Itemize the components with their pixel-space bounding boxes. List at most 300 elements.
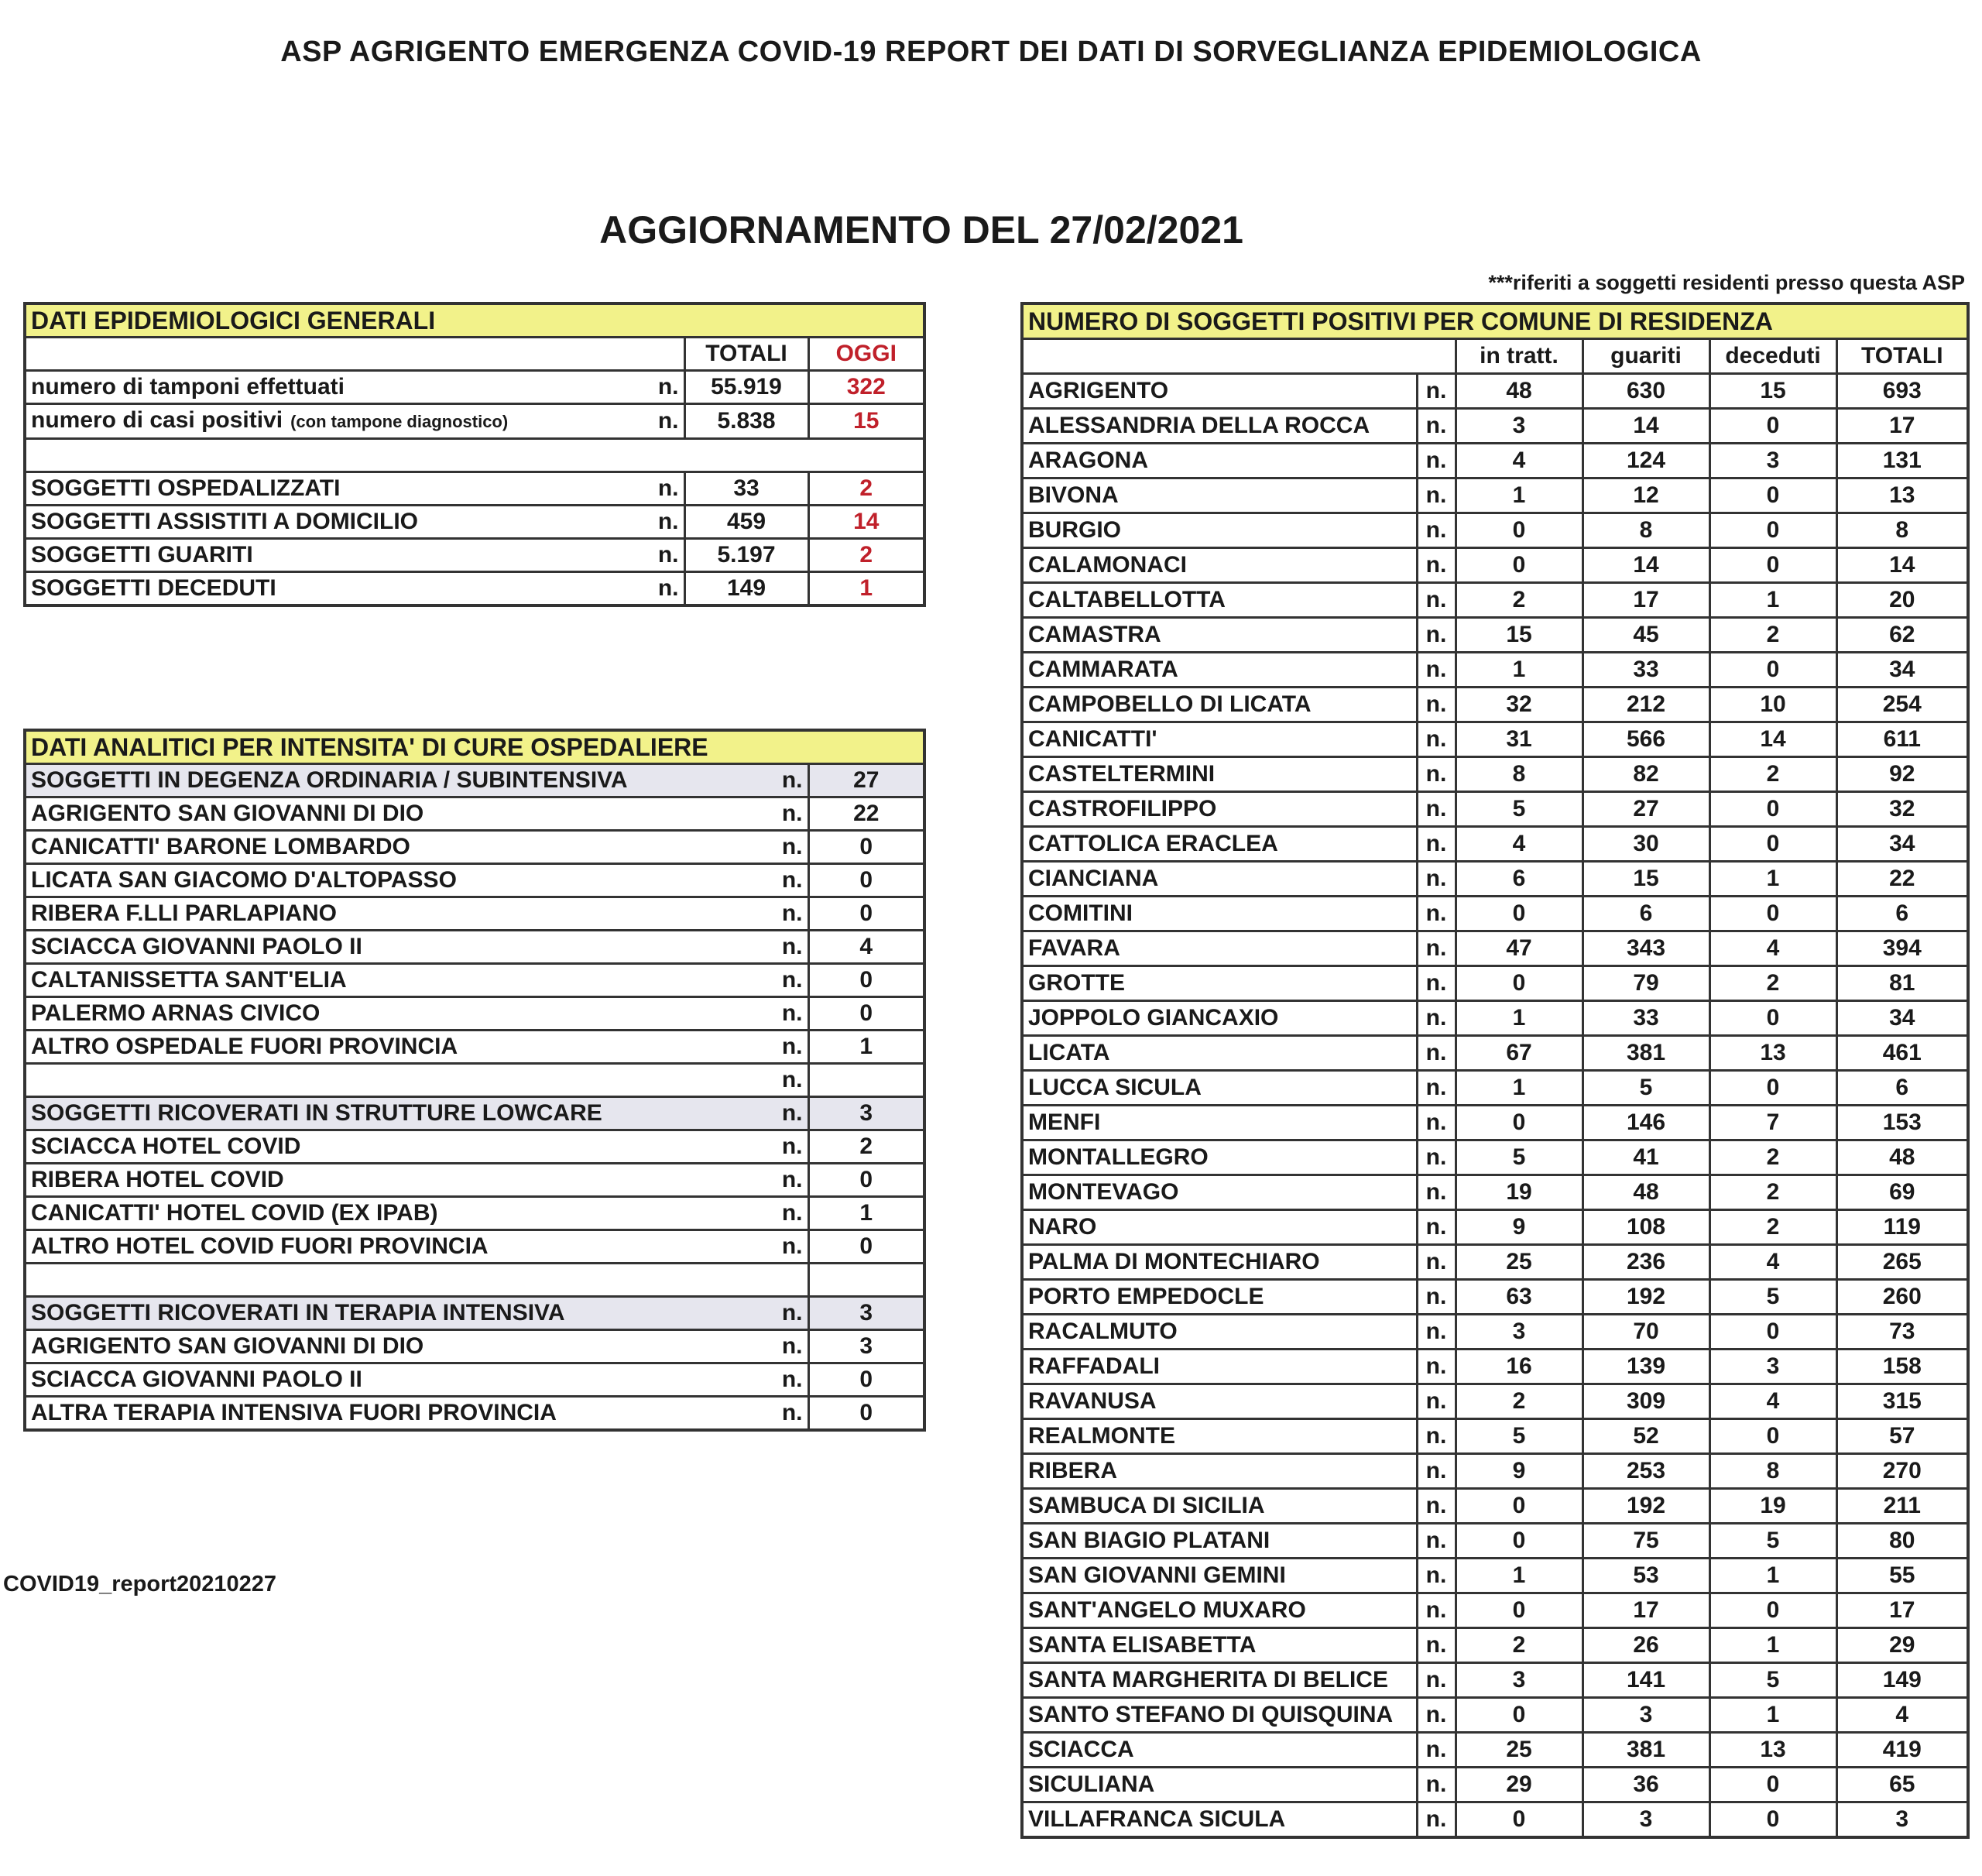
deceduti-value: 2 (1709, 1140, 1836, 1175)
comuni-table (1020, 302, 1970, 1839)
col-oggi: OGGI (808, 338, 924, 371)
unit-label: n. (1417, 1768, 1456, 1802)
comune-row (1022, 548, 1968, 583)
in-tratt-value: 32 (1456, 688, 1583, 722)
file-identifier: COVID19_report20210227 (3, 1572, 277, 1596)
in-tratt-value: 9 (1456, 1454, 1583, 1489)
guariti-value: 26 (1583, 1628, 1709, 1663)
unit-label: n. (1417, 1489, 1456, 1524)
comune-name: RAVANUSA (1022, 1384, 1417, 1419)
row-label-text: numero di casi positivi (31, 407, 283, 433)
col-guariti: guariti (1583, 339, 1709, 374)
totali-value: 158 (1836, 1350, 1968, 1384)
in-tratt-value: 29 (1456, 1768, 1583, 1802)
unit-label: n. (1417, 1698, 1456, 1733)
unit-label: n. (757, 1330, 808, 1363)
in-tratt-value: 0 (1456, 513, 1583, 548)
comune-row (1022, 897, 1968, 931)
totali-value: 92 (1836, 757, 1968, 792)
facility-label: RIBERA F.LLI PARLAPIANO (25, 897, 757, 931)
comune-row (1022, 444, 1968, 478)
unit-label: n. (1417, 1454, 1456, 1489)
unit-label: n. (1417, 1280, 1456, 1315)
deceduti-value: 0 (1709, 409, 1836, 444)
comune-row (1022, 1698, 1968, 1733)
comune-name: SICULIANA (1022, 1768, 1417, 1802)
general-row-label (25, 404, 629, 439)
facility-value: 3 (808, 1330, 924, 1363)
comune-row (1022, 1663, 1968, 1698)
hospital-item-row (25, 997, 924, 1031)
col-totali: TOTALI (1836, 339, 1968, 374)
facility-value: 2 (808, 1130, 924, 1164)
totali-value: 461 (1836, 1036, 1968, 1071)
unit-label: n. (1417, 1106, 1456, 1140)
unit-label: n. (757, 1197, 808, 1230)
guariti-value: 17 (1583, 583, 1709, 618)
comuni-title: NUMERO DI SOGGETTI POSITIVI PER COMUNE DI RESIDENZA (1022, 304, 1968, 339)
general-row-label: SOGGETTI OSPEDALIZZATI (25, 472, 629, 506)
comune-name: CALAMONACI (1022, 548, 1417, 583)
comune-name: NARO (1022, 1210, 1417, 1245)
deceduti-value: 0 (1709, 1768, 1836, 1802)
unit-label: n. (1417, 1419, 1456, 1454)
totali-value: 8 (1836, 513, 1968, 548)
comune-name: CANICATTI' (1022, 722, 1417, 757)
guariti-value: 5 (1583, 1071, 1709, 1106)
unit-label: n. (1417, 966, 1456, 1001)
hospital-item-row (25, 1330, 924, 1363)
guariti-value: 3 (1583, 1698, 1709, 1733)
unit-label: n. (1417, 897, 1456, 931)
comune-name: ALESSANDRIA DELLA ROCCA (1022, 409, 1417, 444)
comuni-columns-row (1022, 339, 1968, 374)
spacer-cell (808, 1264, 924, 1297)
group-label: SOGGETTI RICOVERATI IN TERAPIA INTENSIVA (25, 1297, 757, 1330)
oggi-value: 2 (808, 539, 924, 572)
in-tratt-value: 25 (1456, 1733, 1583, 1768)
totali-value: 22 (1836, 862, 1968, 897)
facility-value: 0 (808, 964, 924, 997)
deceduti-value: 10 (1709, 688, 1836, 722)
hospital-group-row (25, 764, 924, 797)
comune-name: SCIACCA (1022, 1733, 1417, 1768)
guariti-value: 192 (1583, 1280, 1709, 1315)
facility-value: 1 (808, 1031, 924, 1064)
comune-name: VILLAFRANCA SICULA (1022, 1802, 1417, 1838)
guariti-value: 14 (1583, 548, 1709, 583)
unit-label: n. (757, 997, 808, 1031)
col-totali: TOTALI (684, 338, 808, 371)
general-title: DATI EPIDEMIOLOGICI GENERALI (25, 304, 924, 338)
in-tratt-value: 6 (1456, 862, 1583, 897)
facility-label: ALTRO OSPEDALE FUORI PROVINCIA (25, 1031, 757, 1064)
hospital-item-row (25, 864, 924, 897)
unit-label: n. (629, 371, 684, 404)
totali-value: 34 (1836, 653, 1968, 688)
guariti-value: 30 (1583, 827, 1709, 862)
col-deceduti: deceduti (1709, 339, 1836, 374)
guariti-value: 139 (1583, 1350, 1709, 1384)
spacer-cell (25, 1264, 757, 1297)
comune-row (1022, 931, 1968, 966)
facility-label: ALTRA TERAPIA INTENSIVA FUORI PROVINCIA (25, 1397, 757, 1431)
group-value: 3 (808, 1097, 924, 1130)
totali-value: 73 (1836, 1315, 1968, 1350)
totali-value: 33 (684, 472, 808, 506)
in-tratt-value: 48 (1456, 374, 1583, 409)
unit-label: n. (757, 1397, 808, 1431)
report-title: ASP AGRIGENTO EMERGENZA COVID-19 REPORT DEI DATI DI SORVEGLIANZA EPIDEMIOLOGICA (280, 36, 1702, 68)
unit-label: n. (1417, 374, 1456, 409)
facility-label: RIBERA HOTEL COVID (25, 1164, 757, 1197)
oggi-value: 1 (808, 572, 924, 606)
guariti-value: 41 (1583, 1140, 1709, 1175)
in-tratt-value: 1 (1456, 1071, 1583, 1106)
deceduti-value: 13 (1709, 1733, 1836, 1768)
comune-name: FAVARA (1022, 931, 1417, 966)
in-tratt-value: 47 (1456, 931, 1583, 966)
unit-label: n. (1417, 1524, 1456, 1559)
comune-name: RACALMUTO (1022, 1315, 1417, 1350)
deceduti-value: 0 (1709, 653, 1836, 688)
unit-label: n. (757, 1064, 808, 1097)
row-label-text: numero di tamponi effettuati (31, 374, 345, 400)
facility-label: LICATA SAN GIACOMO D'ALTOPASSO (25, 864, 757, 897)
comune-name: CATTOLICA ERACLEA (1022, 827, 1417, 862)
totali-value: 29 (1836, 1628, 1968, 1663)
oggi-value: 14 (808, 506, 924, 539)
totali-value: 459 (684, 506, 808, 539)
unit-label (757, 1264, 808, 1297)
hospital-item-row (25, 1363, 924, 1397)
comune-name: MONTEVAGO (1022, 1175, 1417, 1210)
unit-label: n. (1417, 444, 1456, 478)
unit-label: n. (629, 539, 684, 572)
unit-label: n. (757, 831, 808, 864)
guariti-value: 630 (1583, 374, 1709, 409)
comune-row (1022, 1593, 1968, 1628)
guariti-value: 343 (1583, 931, 1709, 966)
deceduti-value: 14 (1709, 722, 1836, 757)
totali-value: 62 (1836, 618, 1968, 653)
facility-label: PALERMO ARNAS CIVICO (25, 997, 757, 1031)
in-tratt-value: 25 (1456, 1245, 1583, 1280)
hospital-item-row (25, 897, 924, 931)
comune-name: SAMBUCA DI SICILIA (1022, 1489, 1417, 1524)
totali-value: 20 (1836, 583, 1968, 618)
update-date: AGGIORNAMENTO DEL 27/02/2021 (599, 208, 1243, 252)
guariti-value: 79 (1583, 966, 1709, 1001)
hospital-item-row (25, 831, 924, 864)
comune-row (1022, 1454, 1968, 1489)
guariti-value: 146 (1583, 1106, 1709, 1140)
unit-label: n. (757, 1097, 808, 1130)
guariti-value: 124 (1583, 444, 1709, 478)
in-tratt-value: 1 (1456, 1559, 1583, 1593)
deceduti-value: 2 (1709, 1175, 1836, 1210)
comune-row (1022, 1350, 1968, 1384)
in-tratt-value: 0 (1456, 1489, 1583, 1524)
comune-row (1022, 583, 1968, 618)
general-spacer-row (25, 439, 924, 472)
facility-label: SCIACCA HOTEL COVID (25, 1130, 757, 1164)
comune-row (1022, 1245, 1968, 1280)
deceduti-value: 2 (1709, 966, 1836, 1001)
in-tratt-value: 0 (1456, 1524, 1583, 1559)
comune-name: SANTO STEFANO DI QUISQUINA (1022, 1698, 1417, 1733)
comune-name: BURGIO (1022, 513, 1417, 548)
in-tratt-value: 15 (1456, 618, 1583, 653)
deceduti-value: 0 (1709, 792, 1836, 827)
guariti-value: 14 (1583, 409, 1709, 444)
comune-row (1022, 1071, 1968, 1106)
spacer-cell (25, 1064, 757, 1097)
comune-row (1022, 1384, 1968, 1419)
deceduti-value: 0 (1709, 1419, 1836, 1454)
general-row-label: SOGGETTI GUARITI (25, 539, 629, 572)
comune-row (1022, 653, 1968, 688)
comune-row (1022, 374, 1968, 409)
guariti-value: 82 (1583, 757, 1709, 792)
deceduti-value: 2 (1709, 618, 1836, 653)
group-label: SOGGETTI IN DEGENZA ORDINARIA / SUBINTENSIVA (25, 764, 757, 797)
comune-name: RAFFADALI (1022, 1350, 1417, 1384)
unit-label: n. (757, 1130, 808, 1164)
guariti-value: 36 (1583, 1768, 1709, 1802)
hospital-item-row (25, 1230, 924, 1264)
oggi-value: 15 (808, 404, 924, 439)
comune-row (1022, 1106, 1968, 1140)
in-tratt-value: 16 (1456, 1350, 1583, 1384)
totali-value: 394 (1836, 931, 1968, 966)
guariti-value: 15 (1583, 862, 1709, 897)
oggi-value: 2 (808, 472, 924, 506)
deceduti-value: 4 (1709, 1384, 1836, 1419)
group-label: SOGGETTI RICOVERATI IN STRUTTURE LOWCARE (25, 1097, 757, 1130)
unit-label: n. (1417, 409, 1456, 444)
comune-name: CAMASTRA (1022, 618, 1417, 653)
totali-value: 69 (1836, 1175, 1968, 1210)
totali-value: 119 (1836, 1210, 1968, 1245)
guariti-value: 381 (1583, 1733, 1709, 1768)
spacer-cell (808, 1064, 924, 1097)
hospital-group-row (25, 1297, 924, 1330)
unit-label: n. (1417, 1315, 1456, 1350)
totali-value: 55 (1836, 1559, 1968, 1593)
unit-label: n. (1417, 1036, 1456, 1071)
hospital-item-row (25, 931, 924, 964)
unit-label: n. (757, 1230, 808, 1264)
comune-row (1022, 1210, 1968, 1245)
comune-row (1022, 1419, 1968, 1454)
unit-label: n. (1417, 1733, 1456, 1768)
hospital-header-row (25, 730, 924, 764)
in-tratt-value: 4 (1456, 444, 1583, 478)
in-tratt-value: 0 (1456, 548, 1583, 583)
guariti-value: 6 (1583, 897, 1709, 931)
totali-value: 57 (1836, 1419, 1968, 1454)
comune-name: JOPPOLO GIANCAXIO (1022, 1001, 1417, 1036)
totali-value: 5.197 (684, 539, 808, 572)
in-tratt-value: 1 (1456, 478, 1583, 513)
guariti-value: 141 (1583, 1663, 1709, 1698)
totali-value: 153 (1836, 1106, 1968, 1140)
hospital-item-row (25, 1164, 924, 1197)
comune-name: CASTELTERMINI (1022, 757, 1417, 792)
comune-name: PALMA DI MONTECHIARO (1022, 1245, 1417, 1280)
comuni-header-row (1022, 304, 1968, 339)
totali-value: 211 (1836, 1489, 1968, 1524)
unit-label: n. (1417, 722, 1456, 757)
in-tratt-value: 3 (1456, 1663, 1583, 1698)
comune-row (1022, 1559, 1968, 1593)
guariti-value: 309 (1583, 1384, 1709, 1419)
unit-label: n. (757, 964, 808, 997)
deceduti-value: 7 (1709, 1106, 1836, 1140)
comune-row (1022, 1733, 1968, 1768)
comune-name: SANTA MARGHERITA DI BELICE (1022, 1663, 1417, 1698)
col-in-tratt: in tratt. (1456, 339, 1583, 374)
general-row (25, 404, 924, 439)
comune-row (1022, 757, 1968, 792)
guariti-value: 48 (1583, 1175, 1709, 1210)
general-row-label: SOGGETTI DECEDUTI (25, 572, 629, 606)
unit-label: n. (757, 897, 808, 931)
deceduti-value: 0 (1709, 478, 1836, 513)
deceduti-value: 4 (1709, 931, 1836, 966)
totali-value: 32 (1836, 792, 1968, 827)
totali-value: 14 (1836, 548, 1968, 583)
totali-value: 315 (1836, 1384, 1968, 1419)
totali-value: 149 (1836, 1663, 1968, 1698)
deceduti-value: 5 (1709, 1524, 1836, 1559)
totali-value: 81 (1836, 966, 1968, 1001)
deceduti-value: 15 (1709, 374, 1836, 409)
comune-row (1022, 478, 1968, 513)
totali-value: 3 (1836, 1802, 1968, 1838)
deceduti-value: 8 (1709, 1454, 1836, 1489)
in-tratt-value: 2 (1456, 1628, 1583, 1663)
general-row (25, 572, 924, 606)
hospital-item-row (25, 964, 924, 997)
deceduti-value: 0 (1709, 1001, 1836, 1036)
in-tratt-value: 19 (1456, 1175, 1583, 1210)
guariti-value: 27 (1583, 792, 1709, 827)
in-tratt-value: 3 (1456, 409, 1583, 444)
totali-value: 13 (1836, 478, 1968, 513)
unit-label: n. (1417, 1628, 1456, 1663)
guariti-value: 253 (1583, 1454, 1709, 1489)
facility-label: CANICATTI' HOTEL COVID (EX IPAB) (25, 1197, 757, 1230)
totali-value: 149 (684, 572, 808, 606)
group-value: 27 (808, 764, 924, 797)
comune-name: COMITINI (1022, 897, 1417, 931)
comune-name: LICATA (1022, 1036, 1417, 1071)
in-tratt-value: 0 (1456, 897, 1583, 931)
totali-value: 48 (1836, 1140, 1968, 1175)
in-tratt-value: 0 (1456, 966, 1583, 1001)
unit-label: n. (1417, 583, 1456, 618)
unit-label: n. (757, 797, 808, 831)
facility-value: 1 (808, 1197, 924, 1230)
in-tratt-value: 0 (1456, 1593, 1583, 1628)
unit-label: n. (629, 472, 684, 506)
deceduti-value: 0 (1709, 548, 1836, 583)
unit-label: n. (1417, 1593, 1456, 1628)
comune-row (1022, 1489, 1968, 1524)
guariti-value: 17 (1583, 1593, 1709, 1628)
facility-value: 0 (808, 831, 924, 864)
facility-label: ALTRO HOTEL COVID FUORI PROVINCIA (25, 1230, 757, 1264)
unit-label: n. (1417, 1245, 1456, 1280)
guariti-value: 3 (1583, 1802, 1709, 1838)
comune-row (1022, 1001, 1968, 1036)
general-row (25, 371, 924, 404)
deceduti-value: 0 (1709, 513, 1836, 548)
comune-row (1022, 1628, 1968, 1663)
guariti-value: 70 (1583, 1315, 1709, 1350)
comune-name: SAN BIAGIO PLATANI (1022, 1524, 1417, 1559)
totali-value: 34 (1836, 827, 1968, 862)
hospital-spacer-row (25, 1264, 924, 1297)
unit-label: n. (757, 1363, 808, 1397)
guariti-value: 33 (1583, 1001, 1709, 1036)
unit-label: n. (1417, 478, 1456, 513)
totali-value: 260 (1836, 1280, 1968, 1315)
hospital-item-row (25, 1031, 924, 1064)
in-tratt-value: 0 (1456, 1106, 1583, 1140)
general-header-row (25, 304, 924, 338)
facility-label: SCIACCA GIOVANNI PAOLO II (25, 1363, 757, 1397)
hospital-item-row (25, 1197, 924, 1230)
comune-name: SAN GIOVANNI GEMINI (1022, 1559, 1417, 1593)
in-tratt-value: 63 (1456, 1280, 1583, 1315)
deceduti-value: 1 (1709, 1698, 1836, 1733)
in-tratt-value: 67 (1456, 1036, 1583, 1071)
unit-label: n. (1417, 618, 1456, 653)
comune-name: CASTROFILIPPO (1022, 792, 1417, 827)
comune-name: LUCCA SICULA (1022, 1071, 1417, 1106)
comune-name: CIANCIANA (1022, 862, 1417, 897)
general-row (25, 472, 924, 506)
facility-label: CANICATTI' BARONE LOMBARDO (25, 831, 757, 864)
comune-row (1022, 1524, 1968, 1559)
in-tratt-value: 1 (1456, 653, 1583, 688)
oggi-value: 322 (808, 371, 924, 404)
comune-row (1022, 409, 1968, 444)
unit-label: n. (1417, 1663, 1456, 1698)
totali-value: 34 (1836, 1001, 1968, 1036)
totali-value: 6 (1836, 1071, 1968, 1106)
unit-label: n. (757, 764, 808, 797)
deceduti-value: 2 (1709, 757, 1836, 792)
unit-label: n. (1417, 931, 1456, 966)
deceduti-value: 19 (1709, 1489, 1836, 1524)
comune-name: SANT'ANGELO MUXARO (1022, 1593, 1417, 1628)
in-tratt-value: 2 (1456, 1384, 1583, 1419)
deceduti-value: 1 (1709, 862, 1836, 897)
totali-value: 55.919 (684, 371, 808, 404)
unit-label: n. (1417, 757, 1456, 792)
unit-label: n. (1417, 827, 1456, 862)
in-tratt-value: 2 (1456, 583, 1583, 618)
comune-row (1022, 1315, 1968, 1350)
guariti-value: 52 (1583, 1419, 1709, 1454)
facility-label: AGRIGENTO SAN GIOVANNI DI DIO (25, 797, 757, 831)
comune-row (1022, 1175, 1968, 1210)
guariti-value: 108 (1583, 1210, 1709, 1245)
